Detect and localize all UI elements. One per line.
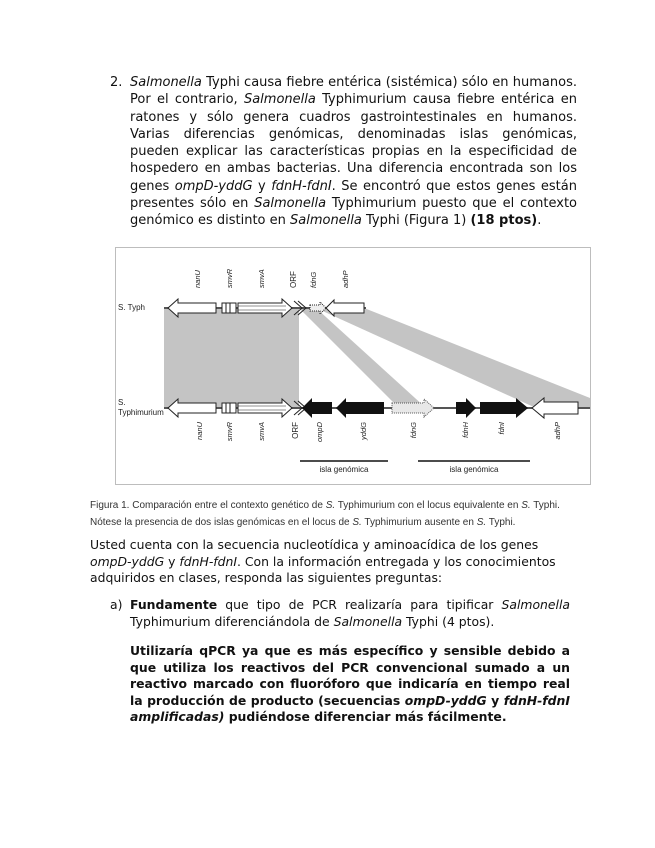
- top-label-5: adhP: [341, 270, 350, 288]
- top-label-4: fdnG: [309, 271, 318, 288]
- top-gene-smvR: [222, 303, 236, 313]
- bottom-label-9: adhP: [553, 422, 562, 440]
- bottom-gene-ompD: [302, 398, 332, 418]
- label-s-typhi: S. Typh: [118, 303, 145, 312]
- top-label-3: ORF: [289, 271, 298, 288]
- bottom-gene-smvR: [222, 403, 236, 413]
- gene-diagram: [116, 248, 590, 484]
- intro-paragraph: Usted cuenta con la secuencia nucleotídica y aminoacídica de los genes ompD-yddG y fdnH-fdnI. Con la información entregada y los conocimientos adquiridos en clases, responda las siguientes preguntas:: [90, 537, 556, 585]
- caption-line-2: Nótese la presencia de dos islas genómicas en el locus de S. Typhimurium ausente en S. Typhi.: [90, 517, 516, 528]
- question-number: 2.: [110, 75, 123, 90]
- top-label-1: smvR: [225, 268, 234, 288]
- bottom-label-1: smvR: [225, 422, 234, 442]
- question-points: (18 ptos): [470, 213, 538, 229]
- bottom-label-3: ORF: [291, 422, 300, 439]
- label-s-typhimurium-2: Typhimurium: [118, 408, 164, 417]
- island-1-label: isla genómica: [319, 465, 369, 474]
- homology-block-main: [164, 308, 299, 408]
- figure-caption: [90, 497, 610, 531]
- top-label-2: smvA: [257, 269, 266, 288]
- bottom-gene-yddG: [336, 398, 384, 418]
- bottom-label-2: smvA: [257, 422, 266, 441]
- figure-1: [115, 247, 591, 485]
- answer-text: Utilizaría qPCR ya que es más específico y sensible debido a que utiliza los reactivos del PCR convencional sumado a un reactivo marcado con fluoróforo que indicaría en tiempo real la producción de producto (secuencias ompD-yddG y fdnH-fdnI amplificadas) pudiéndose diferenciar más fácilmente.: [130, 643, 570, 724]
- bottom-label-0: nanU: [195, 422, 204, 440]
- bottom-gene-fdnH: [456, 398, 476, 418]
- bottom-label-4: ompD: [315, 422, 324, 443]
- top-label-0: nanU: [193, 270, 202, 288]
- sub-question-label: a): [110, 597, 123, 612]
- q-italic: Salmonella: [130, 75, 202, 90]
- bottom-label-7: fdnH: [461, 422, 470, 438]
- bottom-label-8: fdnI: [497, 422, 506, 435]
- bottom-label-6: fdnG: [409, 422, 418, 439]
- bottom-label-5: yddG: [359, 422, 368, 440]
- caption-line-1: Figura 1. Comparación entre el contexto genético de S. Typhimurium con el locus equivalente en S. Typhi.: [90, 500, 560, 511]
- sub-question-text: Fundamente que tipo de PCR realizaría para tipificar Salmonella Typhimurium diferenciándola de Salmonella Typhi (4 ptos).: [130, 597, 570, 629]
- label-s-typhimurium-1: S.: [118, 398, 126, 407]
- island-2-label: isla genómica: [449, 465, 499, 474]
- question-text: Salmonella Typhi causa fiebre entérica (sistémica) sólo en humanos. Por el contrario, Salmonella Typhimurium causa fiebre entérica en ratones y sólo genera cuadros gastrointestinales en humanos. Varias diferencias genómicas, denominadas islas genómicas, pueden explicar las características propias en la especificidad de hospedero en ambas bacterias. Una diferencia encontrada son los genes ompD-yddG y fdnH-fdnI. Se encontró que estos genes están presentes sólo en Salmonella Typhimurium puesto que el contexto genómico es distinto en Salmonella Typhi (Figura 1) (18 ptos).: [130, 75, 577, 229]
